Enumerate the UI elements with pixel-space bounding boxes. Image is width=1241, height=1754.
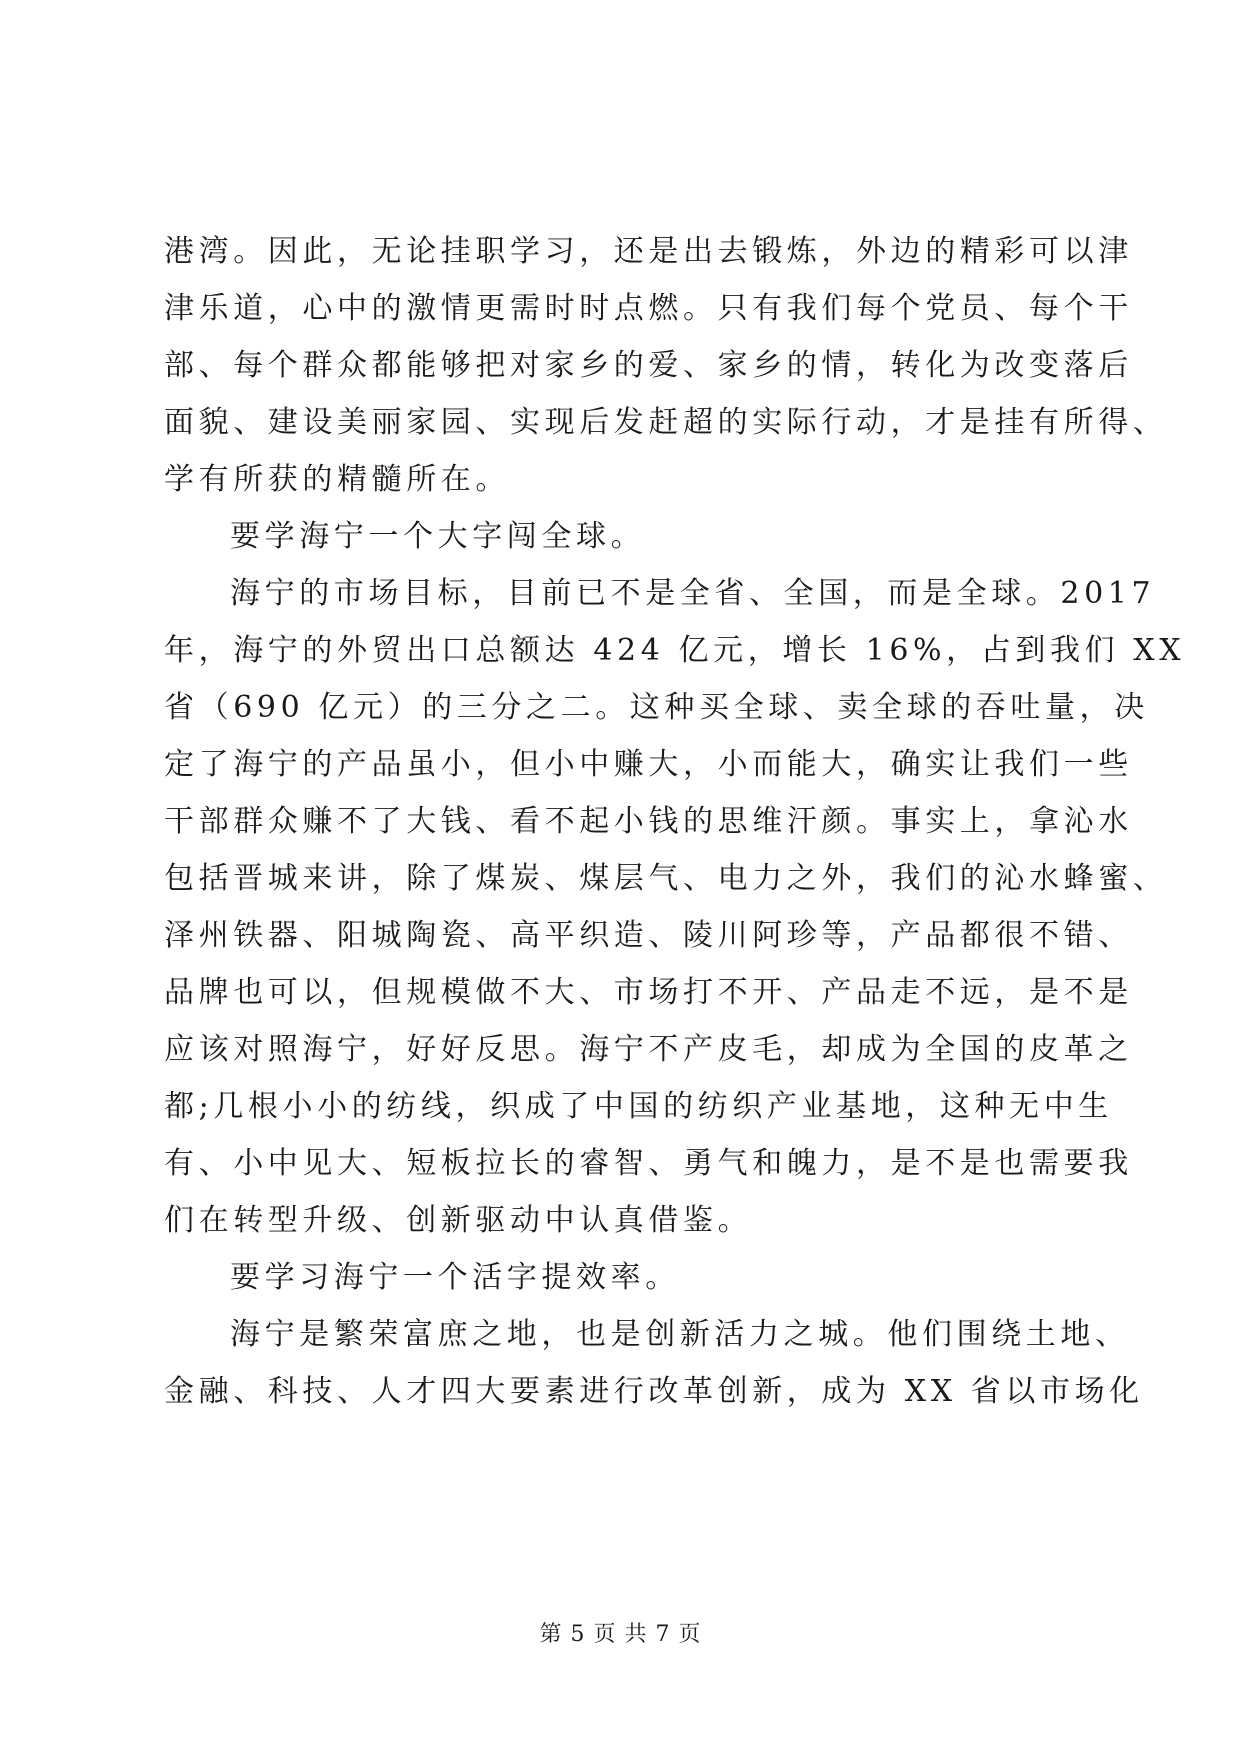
text-line: 部、每个群众都能够把对家乡的爱、家乡的情，转化为改变落后 (164, 348, 1133, 383)
text-line: 们在转型升级、创新驱动中认真借鉴。 (164, 1203, 753, 1238)
text-line: 津乐道，心中的激情更需时时点燃。只有我们每个党员、每个干 (164, 291, 1133, 326)
section-heading: 要学习海宁一个活字提效率。 (230, 1260, 680, 1295)
text-line: 海宁的市场目标，目前已不是全省、全国，而是全球。2017 (230, 576, 1156, 611)
text-line: 有、小中见大、短板拉长的睿智、勇气和魄力，是不是也需要我 (164, 1146, 1133, 1181)
text-line: 面貌、建设美丽家园、实现后发赶超的实际行动，才是挂有所得、 (164, 405, 1168, 440)
text-line: 年，海宁的外贸出口总额达 424 亿元，增长 16%，占到我们 XX (164, 633, 1186, 668)
section-heading: 要学海宁一个大字闯全球。 (230, 519, 646, 554)
text-line: 泽州铁器、阳城陶瓷、高平织造、陵川阿珍等，产品都很不错、 (164, 918, 1133, 953)
text-line: 海宁是繁荣富庶之地，也是创新活力之城。他们围绕土地、 (230, 1317, 1130, 1352)
text-line: 港湾。因此，无论挂职学习，还是出去锻炼，外边的精彩可以津 (164, 234, 1133, 269)
text-line: 干部群众赚不了大钱、看不起小钱的思维汗颜。事实上，拿沁水 (164, 804, 1133, 839)
text-line: 品牌也可以，但规模做不大、市场打不开、产品走不远，是不是 (164, 975, 1133, 1010)
text-line: 金融、科技、人才四大要素进行改革创新，成为 XX 省以市场化 (164, 1374, 1144, 1409)
page-number-footer: 第 5 页 共 7 页 (539, 1622, 702, 1647)
text-line: 应该对照海宁，好好反思。海宁不产皮毛，却成为全国的皮革之 (164, 1032, 1133, 1067)
text-line: 包括晋城来讲，除了煤炭、煤层气、电力之外，我们的沁水蜂蜜、 (164, 861, 1168, 896)
text-line: 都;几根小小的纺线，织成了中国的纺织产业基地，这种无中生 (164, 1089, 1113, 1124)
text-line: 省（690 亿元）的三分之二。这种买全球、卖全球的吞吐量，决 (164, 690, 1149, 725)
text-line: 学有所获的精髓所在。 (164, 462, 510, 497)
text-line: 定了海宁的产品虽小，但小中赚大，小而能大，确实让我们一些 (164, 747, 1133, 782)
